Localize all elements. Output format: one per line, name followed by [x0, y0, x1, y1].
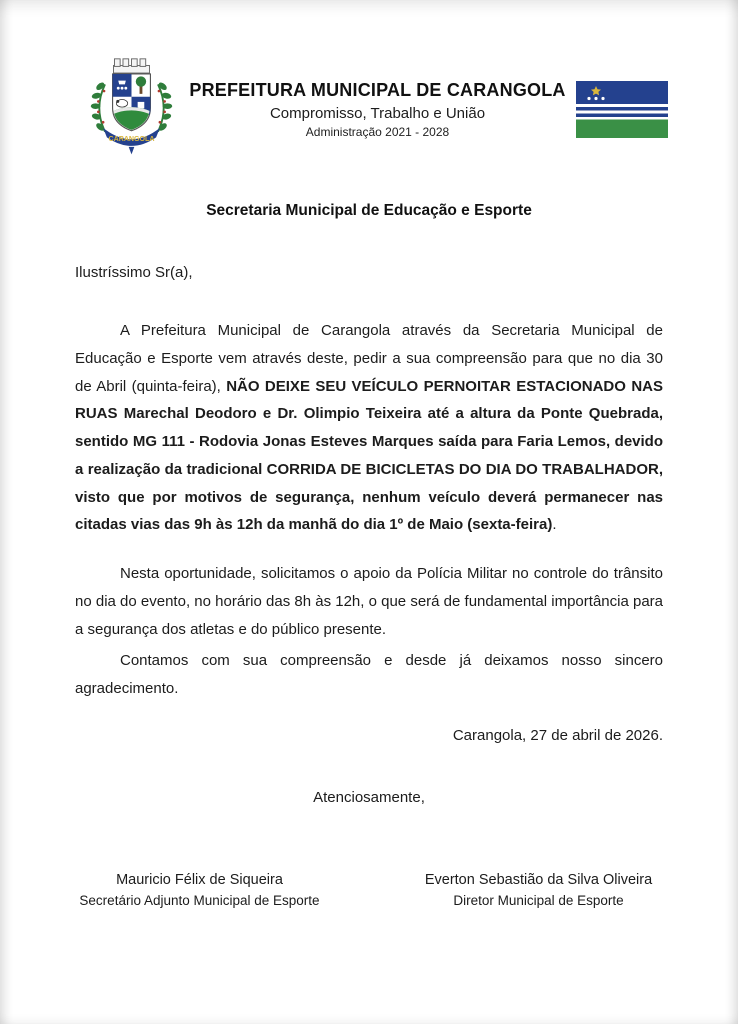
paragraph-3: Contamos com sua compreensão e desde já deixamos nosso sincero agradecimento. [75, 652, 663, 697]
org-subtitle: Compromisso, Trabalho e União [269, 104, 486, 122]
signature-left-title: Secretário Adjunto Municipal de Esporte [79, 892, 320, 908]
coat-of-arms-icon [84, 56, 179, 162]
org-administration: Administração 2021 - 2028 [305, 124, 450, 139]
paragraph-1-normal-start: A Prefeitura Municipal de Carangola através da Secretaria Municipal de Educação e Esporte vem através deste, pedir a sua compreensão para que no dia 30 de Abril (quinta-feira), [75, 322, 663, 395]
section-title: Secretaria Municipal de Educação e Esporte [206, 202, 532, 219]
paragraph-1 [75, 317, 663, 539]
salutation: Ilustríssimo Sr(a), [75, 264, 193, 281]
signature-left-name: Mauricio Félix de Siqueira [116, 871, 283, 888]
paragraph-1-bold: NÃO DEIXE SEU VEÍCULO PERNOITAR ESTACIONADO NAS RUAS Marechal Deodoro e Dr. Olimpio Teixeira até a altura da Ponte Quebrada, sentido MG 111 - Rodovia Jonas Esteves Marques saída para Faria Lemos, devido a realização da tradicional CORRIDA DE BICICLETAS DO DIA DO TRABALHADOR, visto que por motivos de segurança, nenhum veículo deverá permanecer nas citadas vias das 9h às 12h da manhã do dia 1º de Maio (sexta-feira) [75, 377, 663, 534]
signature-right-name: Everton Sebastião da Silva Oliveira [424, 871, 653, 888]
signature-left [30, 872, 369, 908]
municipal-flag-icon [576, 81, 668, 138]
crest-motto-text: CARANGOLA [108, 135, 155, 144]
signature-right [369, 872, 708, 908]
paragraph-2: Nesta oportunidade, solicitamos o apoio da Polícia Militar no controle do trânsito no dia do evento, no horário das 8h às 12h, o que será de fundamental importância para a segurança dos atletas e do público presente. [75, 565, 663, 638]
org-title: PREFEITURA MUNICIPAL DE CARANGOLA [189, 79, 566, 100]
date-line: Carangola, 27 de abril de 2026. [452, 726, 663, 744]
signature-row [30, 872, 708, 908]
letterhead [0, 0, 738, 162]
signature-right-title: Diretor Municipal de Esporte [453, 892, 624, 908]
paragraph-1-normal-end: . [552, 516, 557, 534]
closing: Atenciosamente, [313, 788, 425, 806]
letterhead-text [185, 80, 570, 139]
